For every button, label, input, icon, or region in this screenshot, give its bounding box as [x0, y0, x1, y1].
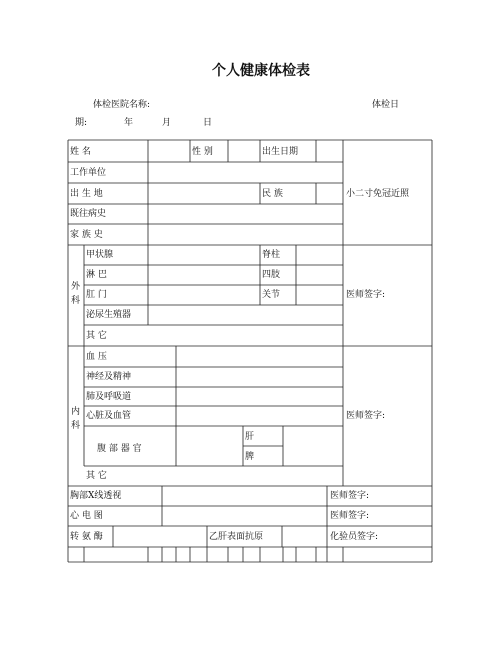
internal-signature-label: 医师签字:: [346, 411, 386, 421]
family-history-label: 家 族 史: [70, 230, 103, 240]
ecg-label: 心 电 图: [70, 511, 103, 521]
birthdate-label: 出生日期: [262, 147, 299, 157]
ecg-signature-label: 医师签字:: [330, 511, 370, 521]
chest-xray-label: 胸部X线透视: [70, 491, 122, 501]
gender-label: 性 别: [192, 147, 213, 157]
internal-other-label: 其 它: [86, 471, 107, 481]
internal-section-label-2: 科: [71, 421, 81, 431]
birthplace-label: 出 生 地: [70, 189, 103, 199]
abdominal-organs-label: 腹 部 器 官: [97, 444, 142, 454]
day-label: 日: [203, 118, 213, 128]
lymph-label: 淋 巴: [86, 270, 107, 280]
blood-pressure-label: 血 压: [86, 352, 107, 362]
hbsag-label: 乙肝表面抗原: [209, 532, 264, 542]
surgery-other-label: 其 它: [86, 331, 107, 341]
limbs-label: 四肢: [262, 270, 281, 280]
liver-label: 肝: [245, 432, 255, 442]
joints-label: 关节: [262, 290, 281, 300]
urogenital-label: 泌尿生殖器: [86, 310, 132, 320]
surgery-signature-label: 医师签字:: [346, 290, 386, 300]
heart-vessels-label: 心脏及血管: [86, 411, 132, 421]
surgery-section-label-1: 外: [71, 282, 81, 292]
lab-signature-label: 化验员签字:: [330, 532, 379, 542]
thyroid-label: 甲状腺: [86, 250, 114, 260]
ethnicity-label: 民 族: [262, 189, 283, 199]
anus-label: 肛 门: [86, 290, 107, 300]
spleen-label: 脾: [245, 452, 255, 462]
year-label: 年: [124, 118, 134, 128]
nervous-mental-label: 神经及精神: [86, 372, 132, 382]
exam-date-label-part1: 体检日: [372, 100, 400, 110]
photo-note: 小二寸免冠近照: [346, 189, 410, 199]
alt-label: 转 氨 酶: [70, 532, 103, 542]
chest-xray-signature-label: 医师签字:: [330, 491, 370, 501]
lung-respiratory-label: 肺及呼吸道: [86, 392, 132, 402]
surgery-section-label-2: 科: [71, 296, 81, 306]
form-title: 个人健康体检表: [212, 63, 310, 79]
medical-history-label: 既往病史: [70, 209, 107, 219]
hospital-name-label: 体检医院名称:: [93, 100, 151, 110]
exam-date-label-part2: 期:: [75, 118, 88, 128]
spine-label: 脊柱: [262, 250, 281, 260]
name-label: 姓 名: [70, 147, 91, 157]
internal-section-label-1: 内: [71, 407, 81, 417]
employer-label: 工作单位: [70, 168, 107, 178]
month-label: 月: [162, 118, 172, 128]
